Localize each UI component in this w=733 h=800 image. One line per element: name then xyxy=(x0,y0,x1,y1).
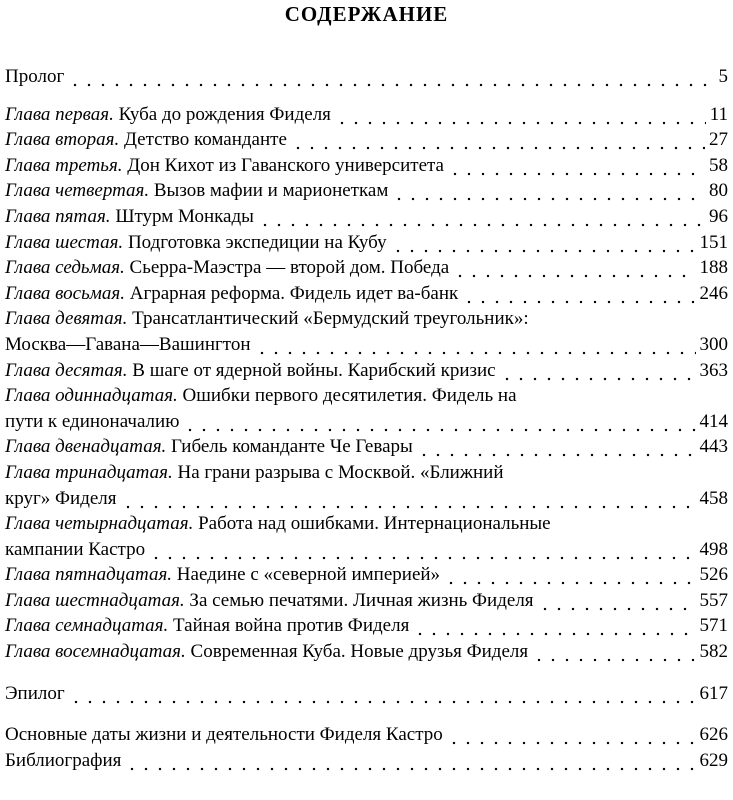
chapter-title-text: Сьерра-Маэстра — второй дом. Победа xyxy=(129,257,450,279)
toc-entry[interactable] xyxy=(5,230,728,256)
toc-entry[interactable] xyxy=(5,588,728,614)
chapter-label: Глава восьмая. xyxy=(5,282,125,304)
page-number: 80 xyxy=(709,180,728,202)
dot-leader xyxy=(121,486,696,512)
chapter-title-text: Тайная война против Фиделя xyxy=(173,615,410,637)
dot-leader xyxy=(500,358,696,384)
toc-entry-title xyxy=(5,230,387,256)
dot-leader xyxy=(255,332,696,358)
chapter-label: Глава восемнадцатая. xyxy=(5,641,186,663)
page-number: 246 xyxy=(699,282,728,304)
page-number: 557 xyxy=(699,589,728,611)
chapter-title-text: Пролог xyxy=(5,66,65,87)
page-number: 300 xyxy=(699,333,728,355)
toc-entry-title xyxy=(5,204,254,230)
chapter-title-text: Детство команданте xyxy=(123,129,287,151)
toc-entry-title xyxy=(5,639,528,665)
toc-entry[interactable] xyxy=(5,613,728,639)
toc-entry-title xyxy=(5,127,287,153)
page-number: 27 xyxy=(709,129,728,151)
page-number: 96 xyxy=(709,205,728,227)
chapter-title-text: Гибель команданте Че Гевары xyxy=(171,436,413,458)
page-number: 629 xyxy=(699,749,728,771)
dot-leader xyxy=(448,153,705,179)
chapter-title-text: За семью печатями. Личная жизнь Фиделя xyxy=(189,589,534,611)
page-number: 582 xyxy=(699,641,728,663)
page-number: 571 xyxy=(699,615,728,637)
toc-entry[interactable] xyxy=(5,281,728,307)
chapter-title-text: Трансатлантический «Бермудский треугольник»: xyxy=(132,308,529,330)
chapter-label: Глава седьмая. xyxy=(5,257,125,279)
toc-entry[interactable] xyxy=(5,460,728,511)
dot-leader xyxy=(444,562,695,588)
toc-entry[interactable] xyxy=(5,204,728,230)
dot-leader xyxy=(258,204,705,230)
page-number: 58 xyxy=(709,154,728,176)
section-spacer xyxy=(5,665,728,681)
toc-entry-title xyxy=(5,486,117,512)
dot-leader xyxy=(183,409,695,435)
chapter-title-text: пути к единоначалию xyxy=(5,410,180,432)
dot-leader xyxy=(462,281,695,307)
dot-leader xyxy=(68,64,714,90)
dot-leader xyxy=(413,613,695,639)
toc-entry-title xyxy=(5,281,458,307)
toc-entry[interactable] xyxy=(5,153,728,179)
chapter-title-text: круг» Фиделя xyxy=(5,487,117,509)
chapter-label: Глава тринадцатая. xyxy=(5,461,173,483)
chapter-label: Глава девятая. xyxy=(5,308,128,330)
toc-entry-title xyxy=(5,434,413,460)
toc-entry-title xyxy=(5,385,517,406)
chapter-label: Глава третья. xyxy=(5,154,123,176)
chapter-label: Глава четырнадцатая. xyxy=(5,513,194,535)
page-number: 617 xyxy=(699,682,728,704)
toc-entry-title xyxy=(5,462,503,483)
chapter-label: Глава пятая. xyxy=(5,205,111,227)
toc-entry-title xyxy=(5,255,449,281)
chapter-label: Глава десятая. xyxy=(5,359,128,381)
dot-leader xyxy=(392,178,705,204)
section-spacer xyxy=(5,90,728,102)
page-number: 458 xyxy=(699,487,728,509)
toc-entry-title xyxy=(5,308,529,329)
chapter-title-text: Ошибки первого десятилетия. Фидель на xyxy=(182,385,517,407)
chapter-title-text: В шаге от ядерной войны. Карибский кризис xyxy=(132,359,496,381)
toc-entry-title xyxy=(5,537,145,563)
table-of-contents xyxy=(5,64,728,773)
chapter-title-text: Москва—Гавана—Вашингтон xyxy=(5,333,251,355)
toc-entry[interactable] xyxy=(5,306,728,357)
chapter-title-text: Основные даты жизни и деятельности Фиделя Кастро xyxy=(5,724,443,746)
chapter-label: Глава шестнадцатая. xyxy=(5,589,185,611)
dot-leader xyxy=(532,639,695,665)
toc-entry[interactable] xyxy=(5,511,728,562)
toc-entry[interactable] xyxy=(5,127,728,153)
dot-leader xyxy=(125,748,695,774)
chapter-title-text: Штурм Монкады xyxy=(115,205,254,227)
chapter-title-text: На грани разрыва с Москвой. «Ближний xyxy=(177,461,504,483)
page-number: 414 xyxy=(699,410,728,432)
dot-leader xyxy=(391,230,696,256)
toc-entry-title xyxy=(5,562,440,588)
page-number: 443 xyxy=(699,436,728,458)
page-number: 363 xyxy=(699,359,728,381)
page-number: 11 xyxy=(709,103,728,125)
toc-entry-title xyxy=(5,332,251,358)
chapter-title-text: Вызов мафии и марионеткам xyxy=(153,180,389,202)
toc-entry[interactable] xyxy=(5,434,728,460)
page-number: 5 xyxy=(718,66,728,87)
dot-leader xyxy=(149,537,695,563)
dot-leader xyxy=(291,127,705,153)
toc-entry[interactable] xyxy=(5,748,728,774)
toc-entry[interactable] xyxy=(5,639,728,665)
toc-entry-title xyxy=(5,102,331,128)
dot-leader xyxy=(453,255,695,281)
toc-entry[interactable] xyxy=(5,178,728,204)
toc-entry-title xyxy=(5,722,443,748)
chapter-title-text: Куба до рождения Фиделя xyxy=(118,103,331,125)
page-number: 626 xyxy=(699,724,728,746)
chapter-label: Глава первая. xyxy=(5,103,114,125)
dot-leader xyxy=(335,102,706,128)
toc-entry-title xyxy=(5,153,444,179)
section-spacer xyxy=(5,706,728,722)
page-number: 526 xyxy=(699,564,728,586)
chapter-label: Глава двенадцатая. xyxy=(5,436,167,458)
chapter-label: Глава вторая. xyxy=(5,129,120,151)
toc-entry-title xyxy=(5,178,388,204)
chapter-label: Глава семнадцатая. xyxy=(5,615,169,637)
chapter-title-text: Подготовка экспедиции на Кубу xyxy=(127,231,387,253)
toc-entry[interactable] xyxy=(5,64,728,90)
page-number: 188 xyxy=(699,257,728,279)
dot-leader xyxy=(417,434,696,460)
chapter-title-text: Аграрная реформа. Фидель идет ва-банк xyxy=(129,282,459,304)
toc-entry-title xyxy=(5,748,121,774)
dot-leader xyxy=(538,588,696,614)
page-number: 151 xyxy=(699,231,728,253)
page-title: СОДЕРЖАНИЕ xyxy=(284,2,449,26)
chapter-title-text: Библиография xyxy=(5,749,122,771)
toc-entry-title xyxy=(5,681,65,707)
dot-leader xyxy=(447,722,696,748)
toc-entry-title xyxy=(5,588,534,614)
page-number: 498 xyxy=(699,538,728,560)
toc-entry-title xyxy=(5,409,179,435)
toc-entry[interactable] xyxy=(5,722,728,748)
chapter-title-text: Дон Кихот из Гаванского университета xyxy=(127,154,444,176)
toc-entry[interactable] xyxy=(5,562,728,588)
chapter-label: Глава четвертая. xyxy=(5,180,150,202)
toc-entry[interactable] xyxy=(5,358,728,384)
chapter-title-text: Современная Куба. Новые друзья Фиделя xyxy=(190,641,529,663)
toc-entry-title xyxy=(5,513,551,534)
chapter-title-text: Работа над ошибками. Интернациональные xyxy=(198,513,551,535)
toc-entry-title xyxy=(5,64,64,90)
toc-entry-title xyxy=(5,358,496,384)
toc-entry[interactable] xyxy=(5,681,728,707)
toc-entry[interactable] xyxy=(5,102,728,128)
chapter-title-text: кампании Кастро xyxy=(5,538,146,560)
chapter-label: Глава пятнадцатая. xyxy=(5,564,173,586)
chapter-title-text: Эпилог xyxy=(5,682,65,704)
dot-leader xyxy=(69,681,696,707)
toc-entry-title xyxy=(5,613,409,639)
toc-entry[interactable] xyxy=(5,383,728,434)
chapter-title-text: Наедине с «северной империей» xyxy=(176,564,441,586)
chapter-label: Глава шестая. xyxy=(5,231,124,253)
chapter-label: Глава одиннадцатая. xyxy=(5,385,178,407)
toc-entry[interactable] xyxy=(5,255,728,281)
